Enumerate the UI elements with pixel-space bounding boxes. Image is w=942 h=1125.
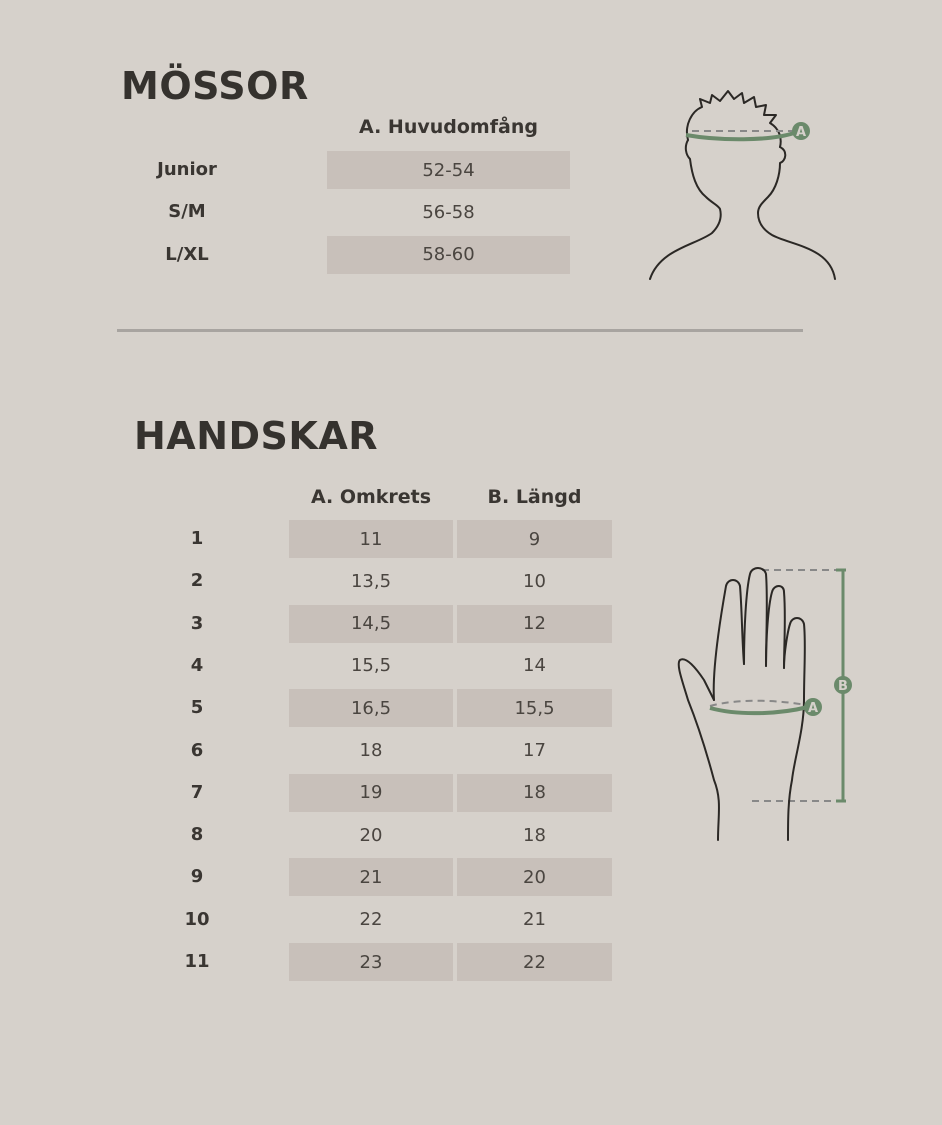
gloves-length-cell: 12 (457, 605, 612, 643)
gloves-size-label: 3 (190, 612, 204, 634)
hats-column-header: A. Huvudomfång (359, 116, 538, 138)
hats-size-label: Junior (157, 159, 217, 180)
gloves-size-label: 1 (190, 528, 204, 549)
gloves-size-label: 4 (190, 654, 204, 676)
gloves-title: HANDSKAR (134, 414, 379, 458)
gloves-size-label: 6 (190, 739, 204, 761)
gloves-size-label: 5 (190, 697, 204, 719)
gloves-size-label: 7 (190, 781, 204, 803)
gloves-length-cell: 18 (523, 824, 546, 846)
gloves-size-label: 10 (184, 908, 210, 930)
gloves-circumference-cell: 13,5 (350, 570, 392, 592)
gloves-circumference-cell: 22 (359, 909, 383, 931)
gloves-length-cell: 20 (457, 858, 612, 896)
gloves-size-label: 11 (184, 951, 210, 972)
hats-size-label: S/M (168, 201, 206, 223)
head-illustration (640, 85, 845, 285)
gloves-length-cell: 14 (523, 655, 546, 677)
gloves-length-cell: 18 (457, 774, 612, 812)
gloves-circumference-cell: 15,5 (350, 655, 392, 677)
hats-circumference-cell: 56-58 (422, 201, 475, 223)
hats-circumference-cell: 52-54 (327, 151, 570, 189)
section-divider (117, 329, 803, 332)
hand-marker-b-label: B (838, 679, 848, 694)
gloves-column-header-b: B. Längd (487, 486, 582, 508)
gloves-size-label: 8 (190, 824, 204, 846)
gloves-circumference-cell: 14,5 (289, 605, 453, 643)
gloves-length-cell: 21 (523, 909, 546, 931)
gloves-size-label: 2 (190, 570, 204, 592)
gloves-length-cell: 10 (523, 570, 546, 592)
gloves-circumference-cell: 16,5 (289, 689, 453, 727)
hand-circumference-band (710, 707, 808, 713)
gloves-circumference-cell: 11 (289, 520, 453, 558)
head-circumference-band (686, 133, 794, 139)
gloves-circumference-cell: 23 (289, 943, 453, 981)
gloves-length-cell: 22 (457, 943, 612, 981)
gloves-size-label: 9 (190, 866, 204, 888)
head-marker-a-label: A (795, 125, 807, 140)
hats-title: MÖSSOR (121, 64, 309, 108)
gloves-circumference-cell: 19 (289, 774, 453, 812)
hats-circumference-cell: 58-60 (327, 236, 570, 274)
gloves-column-header-a: A. Omkrets (310, 486, 432, 508)
gloves-circumference-cell: 18 (359, 740, 383, 761)
hand-illustration (670, 560, 860, 850)
gloves-circumference-cell: 20 (359, 824, 383, 846)
gloves-length-cell: 15,5 (457, 689, 612, 727)
gloves-length-cell: 9 (457, 520, 612, 558)
hand-marker-a-label: A (807, 701, 819, 716)
gloves-length-cell: 17 (523, 740, 546, 761)
gloves-circumference-cell: 21 (289, 858, 453, 896)
hats-size-label: L/XL (165, 243, 209, 265)
